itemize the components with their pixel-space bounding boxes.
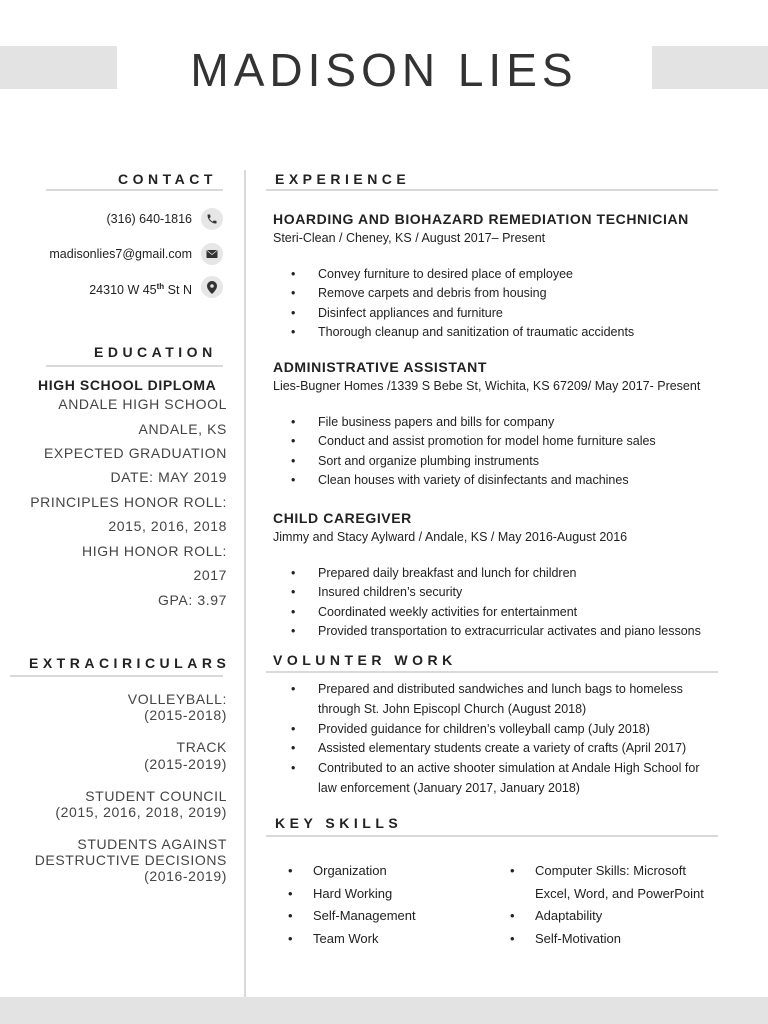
list-item: • File business papers and bills for company — [291, 413, 656, 432]
education-line: 2015, 2016, 2018 — [108, 518, 227, 534]
education-line: ANDALE HIGH SCHOOL — [58, 396, 227, 412]
education-line: DATE: MAY 2019 — [110, 469, 227, 485]
volunteer-heading: VOLUNTER WORK — [273, 652, 457, 668]
list-item: • Sort and organize plumbing instruments — [291, 452, 656, 471]
list-item: • Coordinated weekly activities for entertainment — [291, 603, 701, 622]
list-item-line: Prepared and distributed sandwiches and lunch bags to homeless — [318, 682, 683, 696]
list-item: • Disinfect appliances and furniture — [291, 304, 634, 323]
list-item: • Thorough cleanup and sanitization of traumatic accidents — [291, 323, 634, 342]
extracurriculars-rule — [10, 675, 223, 677]
list-item: • Insured children’s security — [291, 583, 701, 602]
skills-rule — [266, 835, 718, 837]
list-item: • Prepared daily breakfast and lunch for children — [291, 564, 701, 583]
footer-band — [0, 997, 768, 1024]
extracurricular-line: (2015-2019) — [144, 756, 227, 772]
job-subtitle: Jimmy and Stacy Aylward / Andale, KS / May 2016-August 2016 — [273, 530, 628, 544]
contact-address — [89, 282, 192, 297]
skills-list-left — [288, 860, 416, 951]
job-bullets — [291, 265, 634, 342]
address-street-end: St N — [164, 283, 192, 298]
extracurricular-line: DESTRUCTIVE DECISIONS — [34, 852, 227, 868]
list-item-line: Computer Skills: Microsoft — [535, 863, 686, 878]
education-line: EXPECTED GRADUATION — [43, 445, 227, 461]
experience-heading: EXPERIENCE — [275, 171, 411, 187]
education-line: 2017 — [193, 567, 227, 583]
list-item: • Convey furniture to desired place of employee — [291, 265, 634, 284]
extracurricular-line: TRACK — [176, 739, 227, 755]
education-line: HIGH HONOR ROLL: — [82, 543, 227, 559]
list-item: • Assisted elementary students create a variety of crafts (April 2017) — [291, 739, 699, 759]
experience-rule — [266, 189, 718, 191]
extracurricular-line: (2016-2019) — [144, 868, 227, 884]
education-heading: EDUCATION — [94, 344, 217, 360]
address-street: 24310 W 45 — [89, 283, 157, 298]
list-item-line: Excel, Word, and PowerPoint — [535, 885, 704, 901]
skills-list-right — [510, 860, 704, 951]
list-item: • Clean houses with variety of disinfectants and machines — [291, 471, 656, 490]
skills-heading: KEY SKILLS — [275, 815, 403, 831]
list-item — [291, 759, 699, 799]
list-item — [510, 860, 704, 905]
list-item: • Provided guidance for children’s volleyball camp (July 2018) — [291, 720, 699, 740]
extracurriculars-heading: EXTRACIRICULARS — [29, 655, 231, 671]
list-item-line: law enforcement (January 2017, January 2018) — [318, 780, 580, 795]
list-item-line: through St. John Episcopl Church (August 2018) — [318, 701, 587, 716]
volunteer-rule — [266, 671, 718, 673]
volunteer-bullets — [291, 680, 699, 799]
list-item: • Self-Motivation — [510, 928, 704, 951]
education-gpa: GPA: 3.97 — [158, 592, 227, 608]
education-line: PRINCIPLES HONOR ROLL: — [30, 494, 227, 510]
resume-name: MADISON LIES — [190, 44, 578, 96]
list-item — [291, 680, 699, 720]
list-item: • Provided transportation to extracurricular activates and piano lessons — [291, 622, 701, 641]
education-rule — [46, 365, 223, 367]
envelope-icon — [201, 243, 223, 265]
extracurricular-line: (2015-2018) — [144, 707, 227, 723]
contact-phone: (316) 640-1816 — [106, 212, 192, 226]
job-bullets — [291, 413, 656, 490]
list-item: • Organization — [288, 860, 416, 883]
list-item: • Hard Working — [288, 883, 416, 906]
extracurricular-line: STUDENT COUNCIL — [85, 788, 227, 804]
contact-rule — [46, 189, 223, 191]
map-pin-icon — [201, 276, 223, 298]
contact-email: madisonlies7@gmail.com — [49, 247, 192, 261]
education-line: ANDALE, KS — [138, 421, 227, 437]
job-subtitle: Steri-Clean / Cheney, KS / August 2017– Present — [273, 231, 546, 245]
list-item: • Remove carpets and debris from housing — [291, 284, 634, 303]
job-title: ADMINISTRATIVE ASSISTANT — [273, 359, 488, 375]
list-item-line: Contributed to an active shooter simulation at Andale High School for — [318, 761, 700, 776]
list-item: • Adaptability — [510, 905, 704, 928]
list-item: • Self-Management — [288, 905, 416, 928]
job-title: CHILD CAREGIVER — [273, 510, 412, 526]
extracurricular-line: VOLLEYBALL: — [127, 691, 227, 707]
job-title: HOARDING AND BIOHAZARD REMEDIATION TECHNICIAN — [273, 211, 689, 227]
phone-icon — [201, 208, 223, 230]
address-suffix: th — [156, 282, 165, 291]
list-item: • Conduct and assist promotion for model home furniture sales — [291, 432, 656, 451]
contact-heading: CONTACT — [118, 171, 217, 187]
list-item: • Team Work — [288, 928, 416, 951]
job-subtitle: Lies-Bugner Homes /1339 S Bebe St, Wichita, KS 67209/ May 2017- Present — [273, 379, 701, 393]
job-bullets — [291, 564, 701, 641]
extracurricular-line: (2015, 2016, 2018, 2019) — [55, 804, 227, 820]
column-divider — [244, 170, 246, 998]
education-degree: HIGH SCHOOL DIPLOMA — [38, 377, 217, 393]
extracurricular-line: STUDENTS AGAINST — [77, 836, 227, 852]
